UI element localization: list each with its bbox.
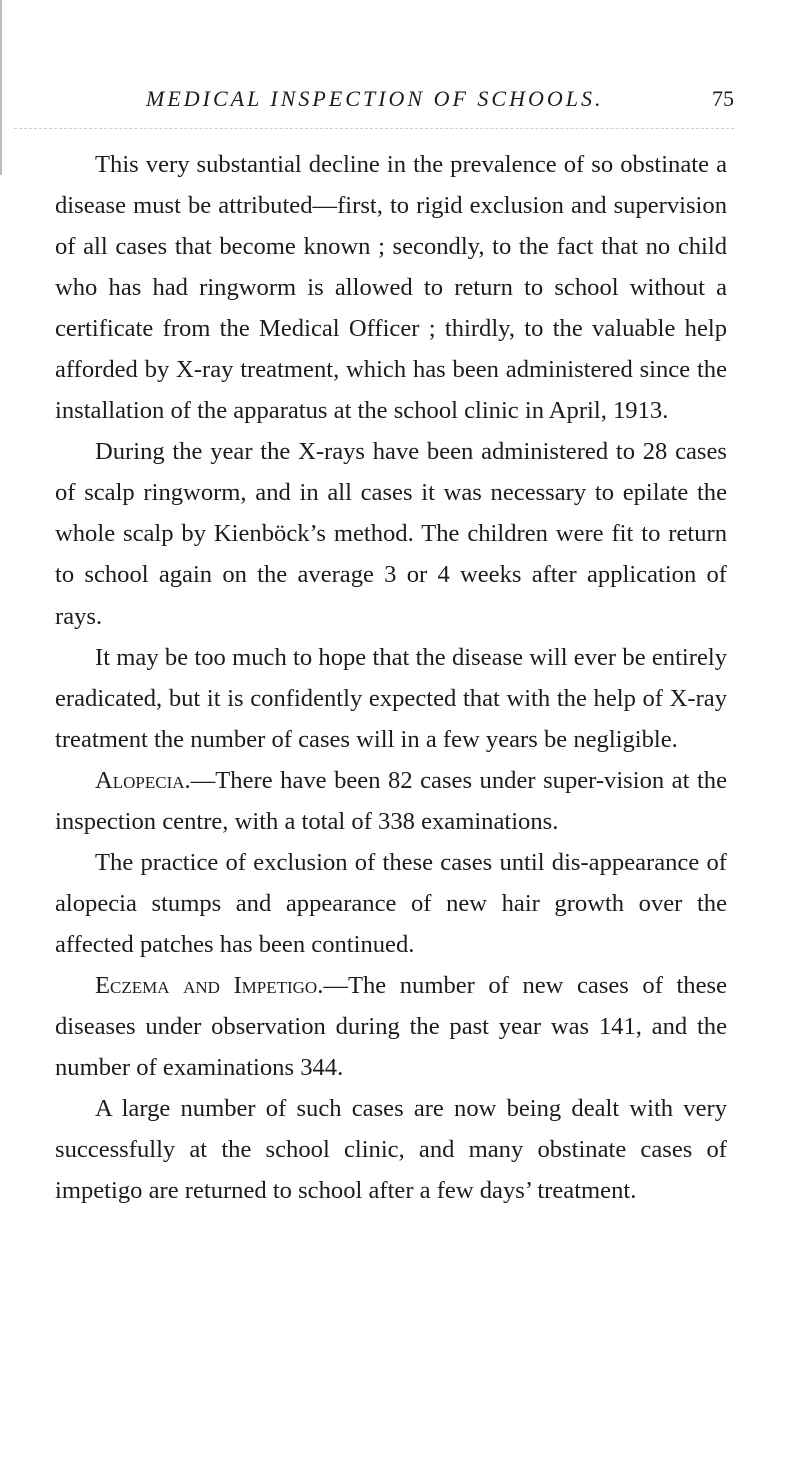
header-rule bbox=[14, 128, 734, 129]
paragraph-alopecia bbox=[55, 760, 727, 842]
paragraph-xray-cases: During the year the X-rays have been administered to 28 cases of scalp ringworm, and in all cases it was necessary to epilate the whole scalp by Kienböck’s method. The children were fit to return to school again on the average 3 or 4 weeks after application of rays. bbox=[55, 438, 727, 630]
paragraph-clinic-treatment: A large number of such cases are now being dealt with very successfully at the school clinic, and many obstinate cases of impetigo are returned to school after a few days’ treatment. bbox=[55, 1095, 727, 1205]
page-number: 75 bbox=[712, 86, 734, 111]
eczema-impetigo-text: —The number of new cases of these diseases under observation during the past year was 141, and the number of examinations 344. bbox=[55, 971, 728, 1082]
body-text bbox=[55, 144, 727, 1211]
alopecia-text: —There have been 82 cases under super-vision at the inspection centre, with a total of 338 examinations. bbox=[55, 766, 727, 835]
eczema-impetigo-heading: Eczema and Impetigo. bbox=[95, 971, 324, 999]
running-head bbox=[0, 86, 801, 126]
paragraph-exclusion-practice: The practice of exclusion of these cases until dis-appearance of alopecia stumps and appearance of new hair growth over the affected patches has been continued. bbox=[55, 848, 727, 958]
paragraph-prevalence-decline: This very substantial decline in the prevalence of so obstinate a disease must be attributed—first, to rigid exclusion and supervision of all cases that become known ; secondly, to the fact that no child who has had ringworm is allowed to return to school without a certificate from the Medical Officer ; thirdly, to the valuable help afforded by X-ray treatment, which has been administered since the installation of the apparatus at the school clinic in April, 1913. bbox=[55, 151, 727, 425]
alopecia-heading: Alopecia. bbox=[95, 766, 191, 794]
running-title: MEDICAL INSPECTION OF SCHOOLS. bbox=[146, 86, 604, 111]
paragraph-eczema-impetigo bbox=[55, 965, 727, 1088]
paragraph-eradication-hope: It may be too much to hope that the disease will ever be entirely eradicated, but it is confidently expected that with the help of X-ray treatment the number of cases will in a few years be negligible. bbox=[55, 643, 727, 753]
